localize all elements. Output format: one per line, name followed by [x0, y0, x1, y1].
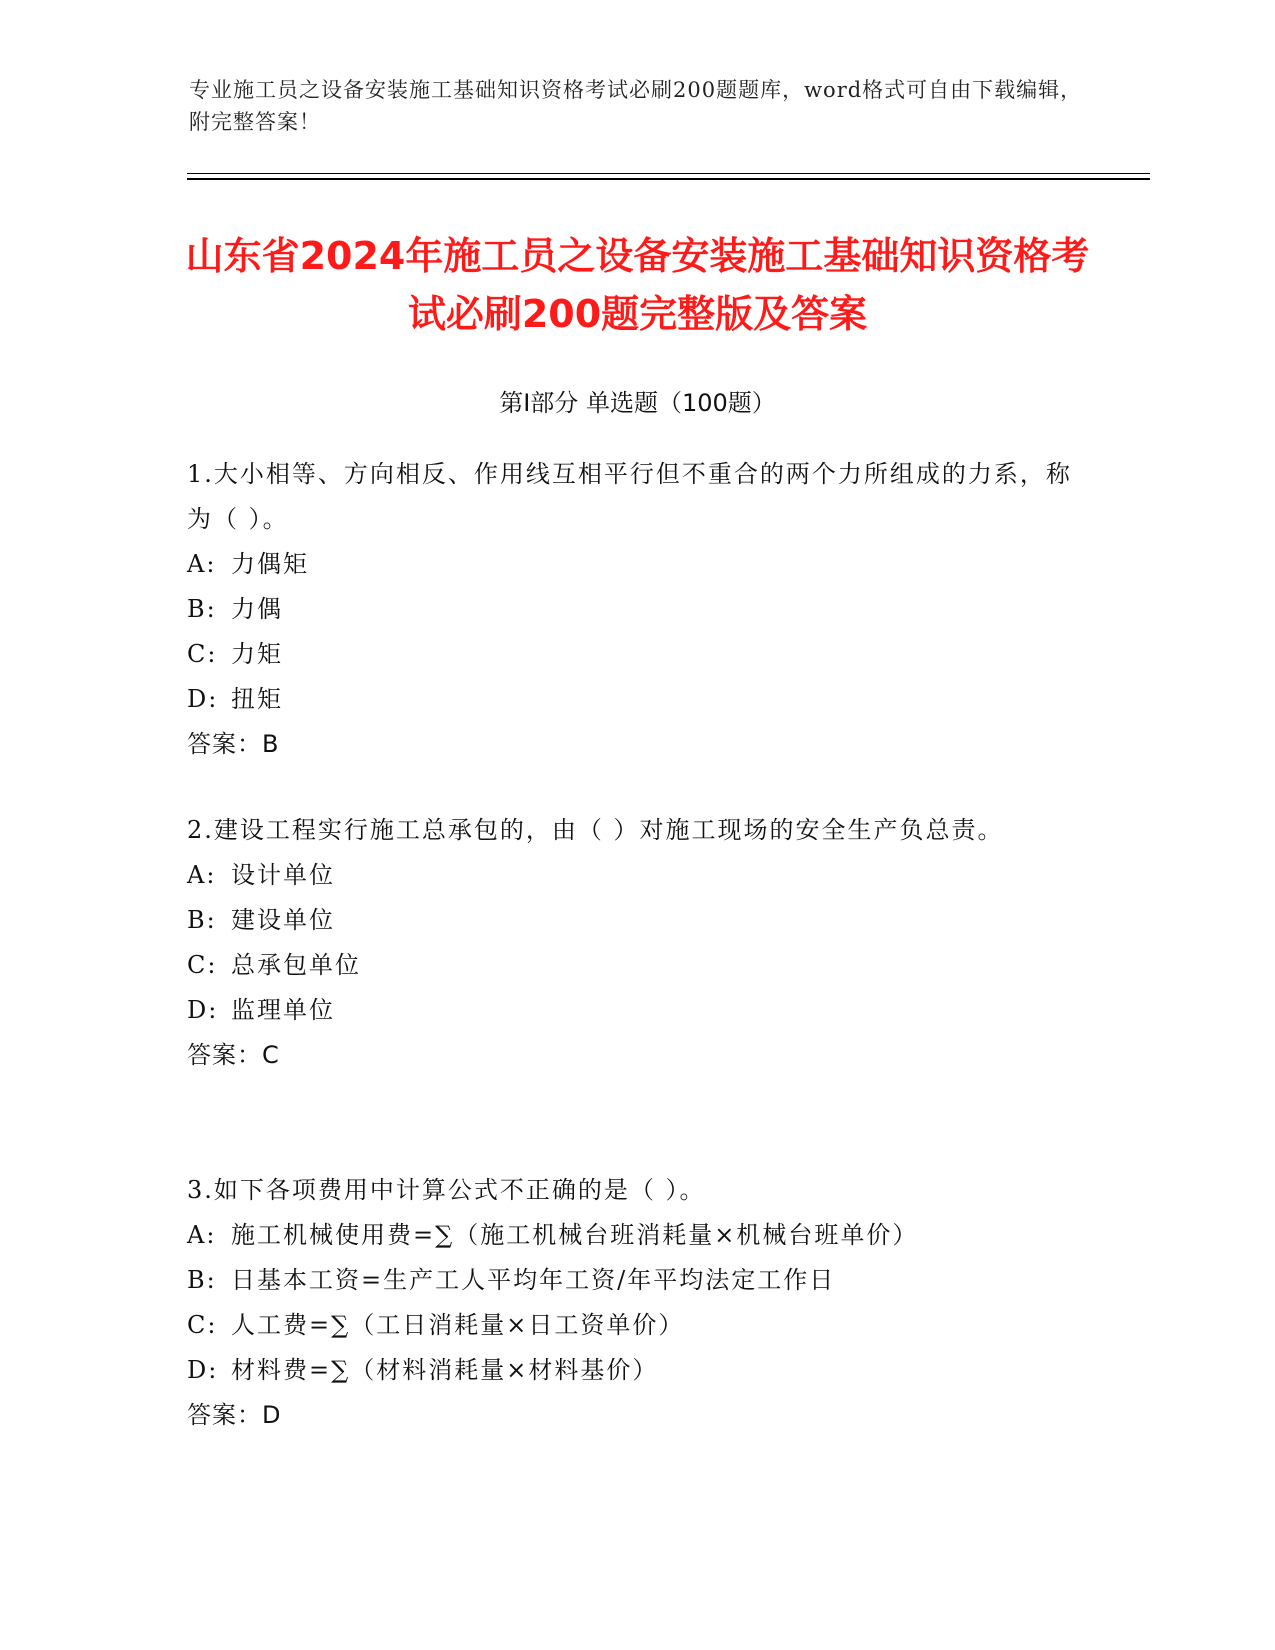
- option-text: 施工机械使用费=∑（施工机械台班消耗量×机械台班单价）: [231, 1221, 919, 1249]
- option-key: C:: [187, 951, 218, 979]
- header-divider-thick: [187, 178, 1150, 180]
- option-text: 总承包单位: [231, 951, 361, 979]
- option-c: [187, 1303, 1087, 1348]
- question-stem: 1.大小相等、方向相反、作用线互相平行但不重合的两个力所组成的力系，称为（ ）。: [187, 460, 1072, 533]
- option-key: D:: [187, 685, 219, 713]
- option-c: [187, 943, 1087, 988]
- header-divider-thin: [187, 173, 1150, 174]
- question-stem: 3.如下各项费用中计算公式不正确的是（ ）。: [187, 1176, 706, 1204]
- answer: 答案：C: [187, 1041, 280, 1069]
- option-a: [187, 1213, 1087, 1258]
- header-note: 专业施工员之设备安装施工基础知识资格考试必刷200题题库，word格式可自由下载编辑，附完整答案！: [189, 78, 1083, 134]
- option-key: D:: [187, 1356, 219, 1384]
- option-text: 力矩: [231, 640, 283, 668]
- option-b: [187, 898, 1087, 943]
- option-key: C:: [187, 1311, 218, 1339]
- option-key: B:: [187, 906, 217, 934]
- option-text: 设计单位: [231, 861, 335, 889]
- option-key: C:: [187, 640, 218, 668]
- answer: 答案：B: [187, 730, 280, 758]
- option-text: 人工费=∑（工日消耗量×日工资单价）: [231, 1311, 685, 1339]
- option-text: 监理单位: [231, 996, 335, 1024]
- option-d: [187, 677, 1087, 722]
- option-c: [187, 632, 1087, 677]
- option-key: A:: [187, 861, 217, 889]
- option-key: B:: [187, 595, 217, 623]
- option-b: [187, 587, 1087, 632]
- option-text: 材料费=∑（材料消耗量×材料基价）: [231, 1356, 659, 1384]
- option-key: B:: [187, 1266, 217, 1294]
- question-1: [187, 452, 1087, 767]
- document-title: 山东省2024年施工员之设备安装施工基础知识资格考试必刷200题完整版及答案: [185, 234, 1090, 336]
- option-d: [187, 988, 1087, 1033]
- option-text: 日基本工资=生产工人平均年工资/年平均法定工作日: [231, 1266, 836, 1294]
- question-2: [187, 808, 1087, 1078]
- question-3: [187, 1168, 1087, 1438]
- answer: 答案：D: [187, 1401, 282, 1429]
- option-key: A:: [187, 550, 217, 578]
- option-a: [187, 853, 1087, 898]
- option-d: [187, 1348, 1087, 1393]
- option-key: D:: [187, 996, 219, 1024]
- option-key: A:: [187, 1221, 217, 1249]
- option-b: [187, 1258, 1087, 1303]
- option-text: 扭矩: [231, 685, 283, 713]
- option-text: 力偶矩: [231, 550, 309, 578]
- section-title: 第Ⅰ部分 单选题（100题）: [499, 389, 776, 417]
- option-text: 力偶: [231, 595, 283, 623]
- option-text: 建设单位: [231, 906, 335, 934]
- option-a: [187, 542, 1087, 587]
- question-stem: 2.建设工程实行施工总承包的，由（ ）对施工现场的安全生产负总责。: [187, 816, 1004, 844]
